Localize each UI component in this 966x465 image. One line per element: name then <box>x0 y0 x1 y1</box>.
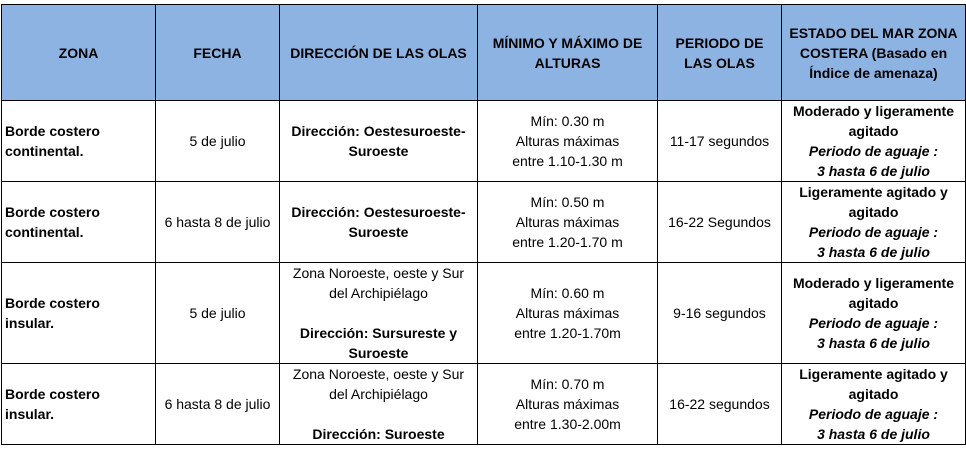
rango-text: entre 1.10-1.30 m <box>512 153 623 169</box>
table-row <box>2 182 966 263</box>
spacer <box>283 303 474 323</box>
fecha-cell: 6 hasta 8 de julio <box>156 182 280 263</box>
header-zona: ZONA <box>2 5 156 101</box>
direccion-cell <box>280 364 478 445</box>
alturas-text: Alturas máximas <box>515 396 620 412</box>
estado-text: Moderado y ligeramente agitado <box>792 275 955 311</box>
estado-cell <box>782 263 966 364</box>
alturas-cell <box>478 263 658 364</box>
estado-cell <box>782 101 966 182</box>
aguaje-dates: 3 hasta 6 de julio <box>817 163 930 179</box>
estado-text: Ligeramente agitado y agitado <box>799 366 948 402</box>
aguaje-label: Periodo de aguaje : <box>808 224 939 240</box>
aguaje-label: Periodo de aguaje : <box>808 315 939 331</box>
direccion-lugar-text: Zona Noroeste, oeste y Sur del Archipiélago <box>292 265 465 301</box>
header-alturas: MÍNIMO Y MÁXIMO DE ALTURAS <box>478 5 658 101</box>
estado-text: Ligeramente agitado y agitado <box>799 184 948 220</box>
direccion-text: Dirección: Oestesuroeste-Suroeste <box>291 204 466 240</box>
direccion-text: Dirección: Suroeste <box>312 426 445 442</box>
header-periodo: PERIODO DE LAS OLAS <box>658 5 782 101</box>
periodo-cell: 16-22 segundos <box>658 364 782 445</box>
min-text: Mín: 0.50 m <box>530 194 605 210</box>
table-row <box>2 263 966 364</box>
aguaje-label: Periodo de aguaje : <box>808 143 939 159</box>
alturas-cell <box>478 364 658 445</box>
aguaje-dates: 3 hasta 6 de julio <box>817 426 930 442</box>
direccion-cell <box>280 182 478 263</box>
zona-cell: Borde costero insular. <box>2 263 156 364</box>
header-estado: ESTADO DEL MAR ZONA COSTERA (Basado en Índice de amenaza) <box>782 5 966 101</box>
zona-cell: Borde costero continental. <box>2 182 156 263</box>
periodo-cell: 11-17 segundos <box>658 101 782 182</box>
header-fecha: FECHA <box>156 5 280 101</box>
alturas-cell <box>478 101 658 182</box>
rango-text: entre 1.20-1.70 m <box>512 234 623 250</box>
rango-text: entre 1.30-2.00m <box>514 416 621 432</box>
periodo-cell: 16-22 Segundos <box>658 182 782 263</box>
wave-forecast-table <box>1 4 966 445</box>
alturas-text: Alturas máximas <box>515 305 620 321</box>
alturas-text: Alturas máximas <box>515 133 620 149</box>
aguaje-dates: 3 hasta 6 de julio <box>817 335 930 351</box>
rango-text: entre 1.20-1.70m <box>514 325 621 341</box>
fecha-cell: 5 de julio <box>156 101 280 182</box>
fecha-cell: 5 de julio <box>156 263 280 364</box>
aguaje-label: Periodo de aguaje : <box>808 406 939 422</box>
alturas-text: Alturas máximas <box>515 214 620 230</box>
spacer <box>283 404 474 424</box>
direccion-cell <box>280 263 478 364</box>
table-row <box>2 364 966 445</box>
zona-cell: Borde costero insular. <box>2 364 156 445</box>
direccion-text: Dirección: Oestesuroeste-Suroeste <box>291 123 466 159</box>
direccion-cell <box>280 101 478 182</box>
min-text: Mín: 0.70 m <box>530 376 605 392</box>
header-direccion: DIRECCIÓN DE LAS OLAS <box>280 5 478 101</box>
fecha-cell: 6 hasta 8 de julio <box>156 364 280 445</box>
table-row <box>2 101 966 182</box>
periodo-cell: 9-16 segundos <box>658 263 782 364</box>
header-row <box>2 5 966 101</box>
estado-cell <box>782 182 966 263</box>
estado-text: Moderado y ligeramente agitado <box>792 103 955 139</box>
min-text: Mín: 0.60 m <box>530 285 605 301</box>
zona-cell: Borde costero continental. <box>2 101 156 182</box>
alturas-cell <box>478 182 658 263</box>
min-text: Mín: 0.30 m <box>530 113 605 129</box>
estado-cell <box>782 364 966 445</box>
direccion-text: Dirección: Sursureste y Suroeste <box>299 325 458 361</box>
aguaje-dates: 3 hasta 6 de julio <box>817 244 930 260</box>
direccion-lugar-text: Zona Noroeste, oeste y Sur del Archipiélago <box>292 366 465 402</box>
